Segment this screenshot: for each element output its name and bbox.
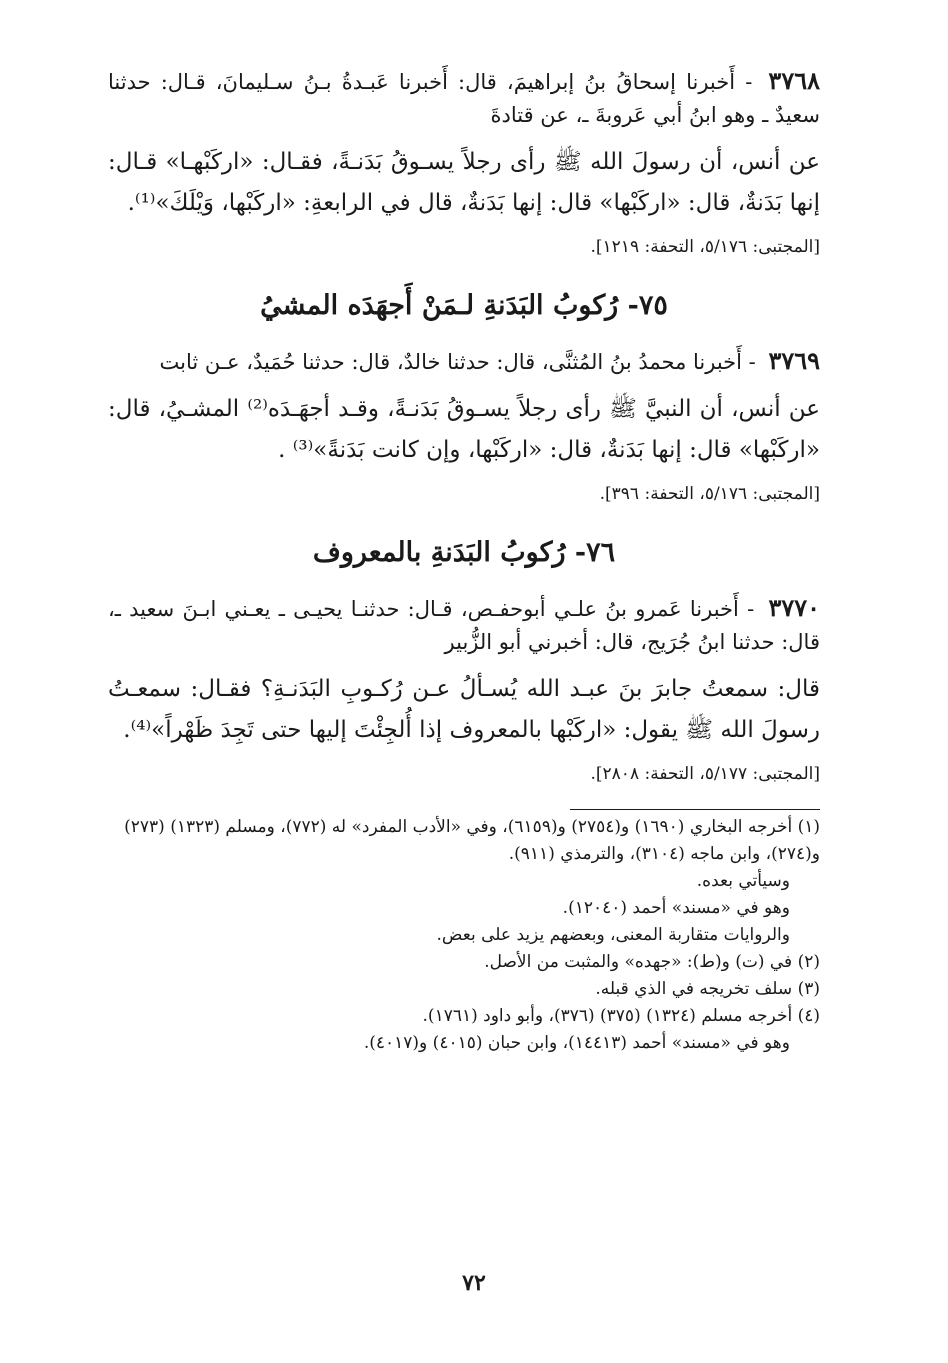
hadith-number: ٣٧٧٠ <box>768 593 820 622</box>
footnote-line: (٢) في (ت) و(ط): «جهده» والمثبت من الأصل. <box>484 952 820 972</box>
hadith-isnad <box>108 591 820 659</box>
footnote-line: (٣) سلف تخريجه في الذي قبله. <box>595 979 820 999</box>
footnote-line: وهو في «مسند» أحمد (١٤٤١٣)، وابن حبان (٤٠١٥) و(٤٠١٧). <box>363 1033 790 1053</box>
footnote-line: وهو في «مسند» أحمد (١٢٠٤٠). <box>562 898 790 918</box>
hadith-matn: قال: سمعتُ جابرَ بنَ عبـد الله يُسـألُ عـن رُكـوبِ البَدَنـةِ؟ فقـال: سمعـتُ رسولَ الله ﷺ يقول: «اركَبْها بالمعروف إذا أُلجِئْتَ إليها حتى تَجِدَ ظَهْراً»⁽⁴⁾. <box>108 676 820 743</box>
footnote-divider <box>570 809 820 810</box>
chapter-title-75: ٧٥- رُكوبُ البَدَنةِ لـمَنْ أَجهَدَه المشيُ <box>260 290 668 321</box>
isnad-text: - أَخبرنا محمدُ بنُ المُثنَّى، قال: حدثنا خالدٌ، قال: حدثنا حُمَيدٌ، عـن ثابت <box>159 350 756 374</box>
hadith-reference: [المجتبى: ٥/١٧٦، التحفة: ١٢١٩]. <box>590 237 820 257</box>
hadith-3769 <box>108 344 820 507</box>
hadith-matn: عن أنس، أن النبيَّ ﷺ رأى رجلاً يسـوقُ بَدَنـةً، وقـد أجهَـدَه⁽²⁾ المشـيُ، قال: «اركَبْها» قال: إنها بَدَنةٌ، قال: «اركَبْها، وإن كانت بَدَنةً»⁽³⁾ . <box>108 396 821 463</box>
hadith-number: ٣٧٦٩ <box>768 346 820 375</box>
hadith-reference: [المجتبى: ٥/١٧٧، التحفة: ٢٨٠٨]. <box>590 764 820 784</box>
footnote-line: وسيأتي بعده. <box>696 871 790 891</box>
isnad-text: - أَخبرنا إسحاقُ بنُ إبراهيمَ، قال: أَخبرنا عَبـدةُ بـنُ سـليمانَ، قـال: حدثنا سعيدٌ ـ وهو ابنُ أبي عَروبةَ ـ، عن قتادةَ <box>108 70 820 127</box>
hadith-reference: [المجتبى: ٥/١٧٦، التحفة: ٣٩٦]. <box>599 484 820 504</box>
hadith-matn: عن أنس، أن رسولَ الله ﷺ رأى رجلاً يسـوقُ بَدَنـةً، فقـال: «اركَبْهـا» قـال: إنها بَدَنةٌ، قال: «اركَبْها» قال: إنها بَدَنةٌ، قال في الرابعةِ: «اركَبْها، وَيْلَكَ»⁽¹⁾. <box>108 149 820 216</box>
page-number: ٧٢ <box>462 1270 486 1296</box>
footnotes <box>108 809 820 1057</box>
hadith-isnad <box>108 344 820 379</box>
hadith-3768 <box>108 64 820 260</box>
hadith-3770 <box>108 591 820 787</box>
footnote-line: (٤) أخرجه مسلم (١٣٢٤) (٣٧٥) (٣٧٦)، وأبو داود (١٧٦١). <box>422 1006 820 1026</box>
isnad-text: - أَخبرنا عَمرو بنُ علـي أبوحفـص، قـال: حدثنـا يحيـى ـ يعـني ابـنَ سعيد ـ، قال: حدثنا ابنُ جُرَيج، قال: أخبرني أبو الزُّبير <box>108 597 820 654</box>
footnote-line: والروايات متقاربة المعنى، وبعضهم يزيد على بعض. <box>436 925 790 945</box>
footnote-line: (١) أخرجه البخاري (١٦٩٠) و(٢٧٥٤) و(٦١٥٩)، وفي «الأدب المفرد» له (٧٧٢)، ومسلم (١٣٢٣) (٢٧٣) و(٢٧٤)، وابن ماجه (٣١٠٤)، والترمذي (٩١١). <box>124 817 820 864</box>
chapter-title-76: ٧٦- رُكوبُ البَدَنةِ بالمعروف <box>312 537 616 568</box>
hadith-isnad <box>108 64 820 132</box>
hadith-number: ٣٧٦٨ <box>768 66 820 95</box>
